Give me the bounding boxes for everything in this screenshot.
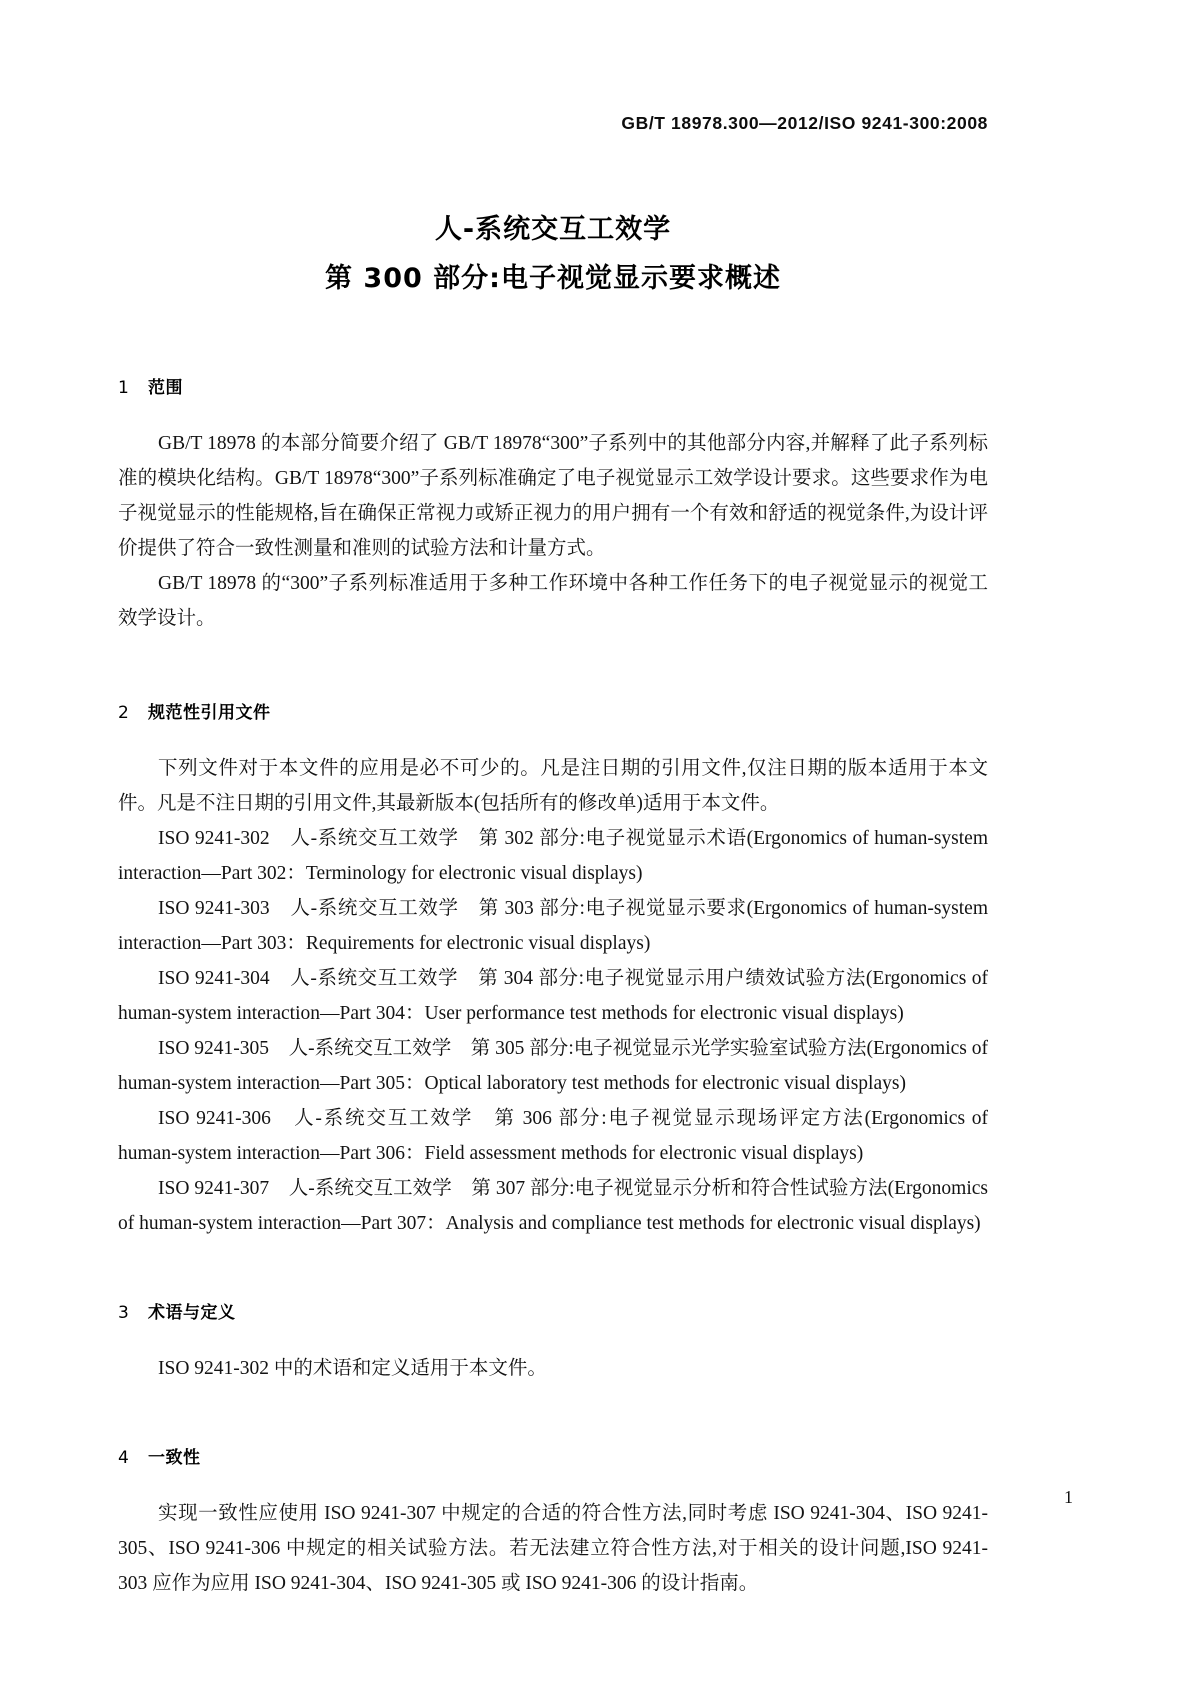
clause-title-1: 范围: [148, 377, 183, 398]
reference-entry-iso-9241-303: ISO 9241-303 人-系统交互工效学 第 303 部分:电子视觉显示要求(Ergonomics of human-system interaction—Part 303：Requirements for electronic visual displays): [118, 897, 988, 954]
clause-number-4: 4: [118, 1447, 130, 1468]
clause-heading-1: [118, 373, 988, 398]
clause-number-1: 1: [118, 377, 130, 398]
reference-entry-iso-9241-305: ISO 9241-305 人-系统交互工效学 第 305 部分:电子视觉显示光学实验室试验方法(Ergonomics of human-system interaction—Part 305：Optical laboratory test methods for electronic visual displays): [118, 1037, 988, 1094]
clause-title-2: 规范性引用文件: [148, 702, 271, 723]
clause-number-3: 3: [118, 1302, 130, 1323]
running-header-standard-ref: GB/T 18978.300—2012/ISO 9241-300:2008: [621, 113, 988, 133]
page-content: [118, 0, 988, 1611]
clause-4-paragraph-1: 实现一致性应使用 ISO 9241-307 中规定的合适的符合性方法,同时考虑 ISO 9241-304、ISO 9241-305、ISO 9241-306 中规定的相关试验方法。若无法建立符合性方法,对于相关的设计问题,ISO 9241-303 应作为应用 ISO 9241-304、ISO 9241-305 或 ISO 9241-306 的设计指南。: [118, 1502, 988, 1594]
clause-title-4: 一致性: [148, 1447, 201, 1468]
clause-heading-2: [118, 698, 988, 723]
reference-entry-iso-9241-307: ISO 9241-307 人-系统交互工效学 第 307 部分:电子视觉显示分析和符合性试验方法(Ergonomics of human-system interaction—Part 307：Analysis and compliance test methods for electronic visual displays): [118, 1177, 988, 1234]
reference-entry-iso-9241-304: ISO 9241-304 人-系统交互工效学 第 304 部分:电子视觉显示用户绩效试验方法(Ergonomics of human-system interaction—Part 304：User performance test methods for electronic visual displays): [118, 967, 988, 1024]
document-title-line-2: 第 300 部分:电子视觉显示要求概述: [325, 263, 781, 295]
document-title-line-1: 人-系统交互工效学: [434, 214, 672, 245]
page-title: [118, 212, 988, 298]
clause-number-2: 2: [118, 702, 130, 723]
clause-heading-3: [118, 1298, 988, 1323]
page-number: 1: [1064, 1487, 1073, 1507]
reference-entry-iso-9241-302: ISO 9241-302 人-系统交互工效学 第 302 部分:电子视觉显示术语(Ergonomics of human-system interaction—Part 302：Terminology for electronic visual displays): [118, 827, 988, 884]
clause-heading-4: [118, 1443, 988, 1468]
clause-1-paragraph-2: GB/T 18978 的“300”子系列标准适用于多种工作环境中各种工作任务下的电子视觉显示的视觉工效学设计。: [118, 572, 988, 629]
reference-entry-iso-9241-306: ISO 9241-306 人-系统交互工效学 第 306 部分:电子视觉显示现场评定方法(Ergonomics of human-system interaction—Part 306：Field assessment methods for electronic visual displays): [118, 1107, 988, 1164]
clause-1-paragraph-1: GB/T 18978 的本部分简要介绍了 GB/T 18978“300”子系列中的其他部分内容,并解释了此子系列标准的模块化结构。GB/T 18978“300”子系列标准确定了电子视觉显示工效学设计要求。这些要求作为电子视觉显示的性能规格,旨在确保正常视力或矫正视力的用户拥有一个有效和舒适的视觉条件,为设计评价提供了符合一致性测量和准则的试验方法和计量方式。: [118, 432, 988, 559]
content-bottom-spacer: [118, 1601, 988, 1611]
clause-2-paragraph-1: 下列文件对于本文件的应用是必不可少的。凡是注日期的引用文件,仅注日期的版本适用于本文件。凡是不注日期的引用文件,其最新版本(包括所有的修改单)适用于本文件。: [118, 757, 988, 814]
clause-3-paragraph-1: ISO 9241-302 中的术语和定义适用于本文件。: [158, 1357, 547, 1379]
clause-title-3: 术语与定义: [148, 1302, 236, 1323]
